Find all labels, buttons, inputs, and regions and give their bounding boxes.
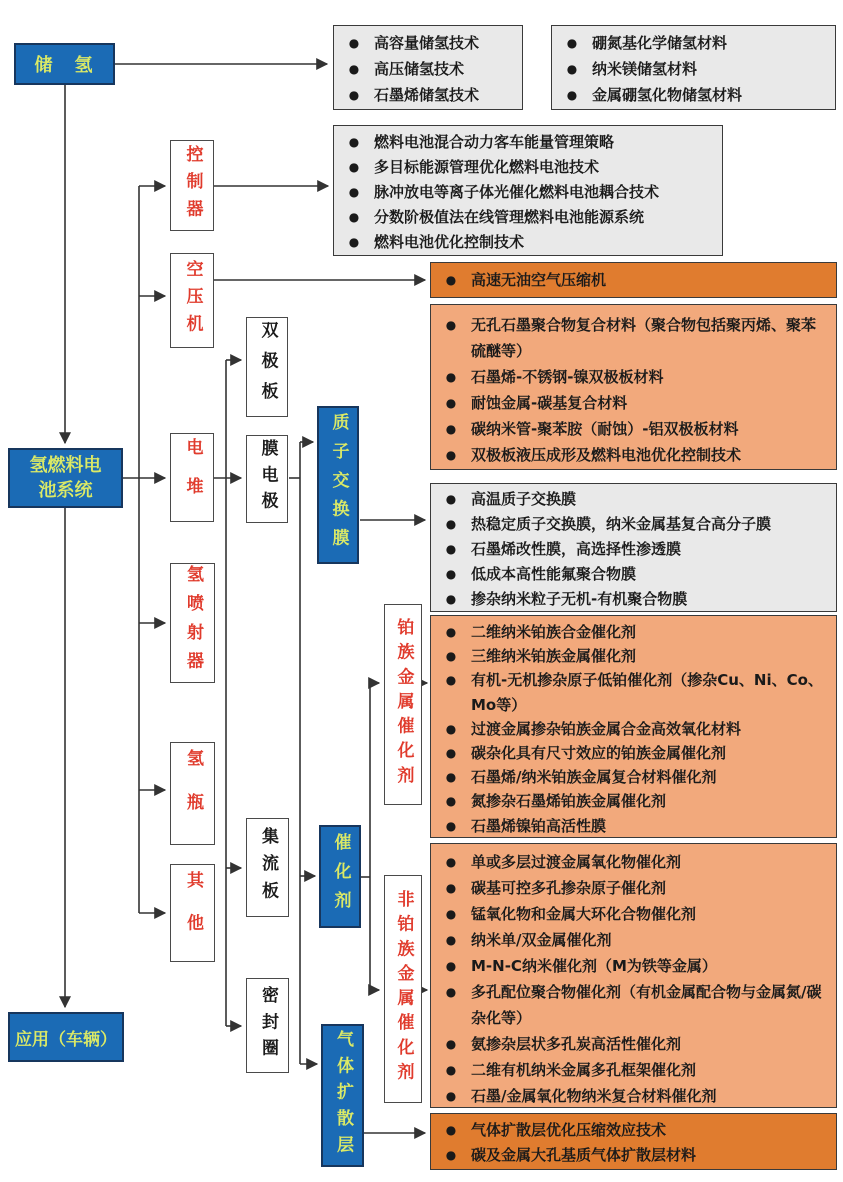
bullet-icon: ● bbox=[348, 36, 360, 50]
list-item: ● 石墨烯储氢技术 bbox=[334, 82, 516, 108]
bullet-icon: ● bbox=[445, 855, 457, 869]
bullet-icon: ● bbox=[445, 370, 457, 384]
bullet-icon: ● bbox=[445, 959, 457, 973]
list-item: ● 有机-无机掺杂原子低铂催化剂（掺杂Cu、Ni、Co、Mo等） bbox=[431, 668, 830, 716]
list-item: ● 碳纳米管-聚苯胺（耐蚀）-铝双极板材料 bbox=[431, 416, 830, 442]
controller-tech-list bbox=[333, 125, 723, 256]
node-fuel-cell-system bbox=[8, 448, 123, 508]
list-item: ● 石墨烯镍铂高活性膜 bbox=[431, 814, 830, 838]
node-other bbox=[170, 864, 215, 962]
node-seal-ring bbox=[246, 978, 289, 1073]
list-item: ● 燃料电池混合动力客车能量管理策略 bbox=[334, 130, 716, 155]
bullet-icon: ● bbox=[348, 135, 360, 149]
node-label: 非铂族金属催化剂 bbox=[393, 890, 414, 1088]
bullet-icon: ● bbox=[566, 62, 578, 76]
node-hydrogen-bottle bbox=[170, 742, 215, 845]
list-item: ● 单或多层过渡金属氧化物催化剂 bbox=[431, 849, 830, 875]
list-item: ● 高压储氢技术 bbox=[334, 56, 516, 82]
bullet-icon: ● bbox=[445, 1148, 457, 1162]
bullet-icon: ● bbox=[348, 62, 360, 76]
list-item: ● 石墨烯-不锈钢-镍双极板材料 bbox=[431, 364, 830, 390]
node-label: 储 氢 bbox=[34, 55, 95, 76]
list-item: ● M-N-C纳米催化剂（M为铁等金属） bbox=[431, 953, 830, 979]
bullet-icon: ● bbox=[445, 517, 457, 531]
list-item: ● 三维纳米铂族金属催化剂 bbox=[431, 644, 830, 668]
bullet-icon: ● bbox=[445, 770, 457, 785]
node-label: 氢喷射器 bbox=[183, 565, 203, 681]
list-item: ● 分数阶极值法在线管理燃料电池能源系统 bbox=[334, 205, 716, 230]
list-item: ● 无孔石墨聚合物复合材料（聚合物包括聚丙烯、聚苯硫醚等） bbox=[431, 312, 830, 364]
pem-tech-list bbox=[430, 483, 837, 612]
bullet-icon: ● bbox=[445, 567, 457, 581]
compressor-tech-list bbox=[430, 262, 837, 298]
list-item: ● 二维纳米铂族合金催化剂 bbox=[431, 620, 830, 644]
list-item: ● 纳米镁储氢材料 bbox=[552, 56, 829, 82]
list-item: ● 高容量储氢技术 bbox=[334, 30, 516, 56]
bullet-icon: ● bbox=[566, 36, 578, 50]
bullet-icon: ● bbox=[445, 592, 457, 606]
bullet-icon: ● bbox=[348, 88, 360, 102]
list-item: ● 硼氮基化学储氢材料 bbox=[552, 30, 829, 56]
list-item: ● 热稳定质子交换膜，纳米金属基复合高分子膜 bbox=[431, 512, 830, 537]
node-label: 集流板 bbox=[258, 826, 278, 909]
bullet-icon: ● bbox=[445, 1123, 457, 1137]
node-label: 氢瓶 bbox=[183, 749, 203, 838]
bullet-icon: ● bbox=[445, 318, 457, 332]
bullet-icon: ● bbox=[348, 185, 360, 199]
bullet-icon: ● bbox=[445, 985, 457, 999]
bullet-icon: ● bbox=[445, 881, 457, 895]
bullet-icon: ● bbox=[445, 818, 457, 833]
bullet-icon: ● bbox=[566, 88, 578, 102]
node-label: 催化剂 bbox=[330, 833, 351, 920]
list-item: ● 气体扩散层优化压缩效应技术 bbox=[431, 1118, 830, 1143]
bullet-icon: ● bbox=[445, 625, 457, 639]
node-label: 气体扩散层 bbox=[333, 1029, 353, 1162]
bullet-icon: ● bbox=[445, 746, 457, 761]
node-catalyst bbox=[319, 825, 361, 928]
bullet-icon: ● bbox=[445, 448, 457, 462]
list-item: ● 石墨/金属氧化物纳米复合材料催化剂 bbox=[431, 1083, 830, 1109]
list-item: ● 纳米单/双金属催化剂 bbox=[431, 927, 830, 953]
node-label: 电堆 bbox=[182, 438, 203, 517]
bullet-icon: ● bbox=[445, 721, 457, 736]
bullet-icon: ● bbox=[445, 492, 457, 506]
bullet-icon: ● bbox=[445, 422, 457, 436]
node-label: 质子交换膜 bbox=[328, 412, 349, 558]
list-item: ● 石墨烯/纳米铂族金属复合材料催化剂 bbox=[431, 765, 830, 789]
node-controller bbox=[170, 140, 214, 231]
node-label: 应用（车辆） bbox=[15, 1029, 117, 1050]
node-membrane-electrode bbox=[246, 435, 288, 523]
node-hydrogen-storage bbox=[14, 43, 115, 85]
node-label: 空压机 bbox=[182, 259, 203, 342]
list-item: ● 氮掺杂石墨烯铂族金属催化剂 bbox=[431, 789, 830, 813]
node-label: 双极板 bbox=[257, 321, 278, 413]
bullet-icon: ● bbox=[445, 1063, 457, 1077]
storage-tech-list bbox=[333, 25, 523, 110]
bullet-icon: ● bbox=[445, 933, 457, 947]
node-bipolar-plate bbox=[246, 317, 288, 417]
list-item: ● 石墨烯改性膜，高选择性渗透膜 bbox=[431, 537, 830, 562]
node-label: 密封圈 bbox=[258, 985, 278, 1066]
bullet-icon: ● bbox=[348, 160, 360, 174]
bullet-icon: ● bbox=[445, 396, 457, 410]
node-hydrogen-injector bbox=[170, 563, 215, 683]
node-application-vehicle bbox=[8, 1012, 124, 1062]
node-label: 控制器 bbox=[182, 144, 203, 227]
list-item: ● 燃料电池优化控制技术 bbox=[334, 230, 716, 255]
node-label: 氢燃料电池系统 bbox=[29, 454, 102, 501]
bullet-icon: ● bbox=[445, 542, 457, 556]
list-item: ● 金属硼氢化物储氢材料 bbox=[552, 82, 829, 108]
list-item: ● 氨掺杂层状多孔炭高活性催化剂 bbox=[431, 1031, 830, 1057]
list-item: ● 高速无油空气压缩机 bbox=[431, 268, 830, 293]
node-platinum-group-catalyst bbox=[384, 604, 422, 805]
list-item: ● 过渡金属掺杂铂族金属合金高效氧化材料 bbox=[431, 717, 830, 741]
node-proton-exchange-membrane bbox=[317, 406, 359, 564]
list-item: ● 锰氧化物和金属大环化合物催化剂 bbox=[431, 901, 830, 927]
list-item: ● 低成本高性能氟聚合物膜 bbox=[431, 562, 830, 587]
bullet-icon: ● bbox=[348, 235, 360, 249]
list-item: ● 多目标能源管理优化燃料电池技术 bbox=[334, 155, 716, 180]
list-item: ● 碳杂化具有尺寸效应的铂族金属催化剂 bbox=[431, 741, 830, 765]
node-stack bbox=[170, 433, 214, 522]
bullet-icon: ● bbox=[445, 649, 457, 664]
node-label: 其他 bbox=[183, 870, 203, 956]
list-item: ● 多孔配位聚合物催化剂（有机金属配合物与金属氮/碳杂化等） bbox=[431, 979, 830, 1031]
pt-catalyst-list bbox=[430, 615, 837, 838]
bullet-icon: ● bbox=[445, 1037, 457, 1051]
list-item: ● 耐蚀金属-碳基复合材料 bbox=[431, 390, 830, 416]
node-label: 膜电极 bbox=[257, 439, 278, 519]
list-item: ● 脉冲放电等离子体光催化燃料电池耦合技术 bbox=[334, 180, 716, 205]
list-item: ● 高温质子交换膜 bbox=[431, 487, 830, 512]
node-gas-diffusion-layer bbox=[321, 1024, 364, 1167]
node-label: 铂族金属催化剂 bbox=[393, 618, 414, 791]
list-item: ● 碳基可控多孔掺杂原子催化剂 bbox=[431, 875, 830, 901]
list-item: ● 掺杂纳米粒子无机-有机聚合物膜 bbox=[431, 587, 830, 612]
list-item: ● 二维有机纳米金属多孔框架催化剂 bbox=[431, 1057, 830, 1083]
node-current-collector-plate bbox=[246, 818, 289, 917]
bullet-icon: ● bbox=[445, 907, 457, 921]
bullet-icon: ● bbox=[445, 273, 457, 287]
list-item: ● 双极板液压成形及燃料电池优化控制技术 bbox=[431, 442, 830, 468]
non-pt-catalyst-list bbox=[430, 843, 837, 1108]
list-item: ● 碳及金属大孔基质气体扩散层材料 bbox=[431, 1143, 830, 1168]
node-air-compressor bbox=[170, 253, 214, 348]
bullet-icon: ● bbox=[445, 1089, 457, 1103]
bullet-icon: ● bbox=[348, 210, 360, 224]
bullet-icon: ● bbox=[445, 673, 457, 688]
bullet-icon: ● bbox=[445, 794, 457, 809]
gdl-tech-list bbox=[430, 1113, 837, 1170]
bipolar-plate-list bbox=[430, 304, 837, 470]
node-non-platinum-group-catalyst bbox=[384, 875, 422, 1103]
storage-materials-list bbox=[551, 25, 836, 110]
